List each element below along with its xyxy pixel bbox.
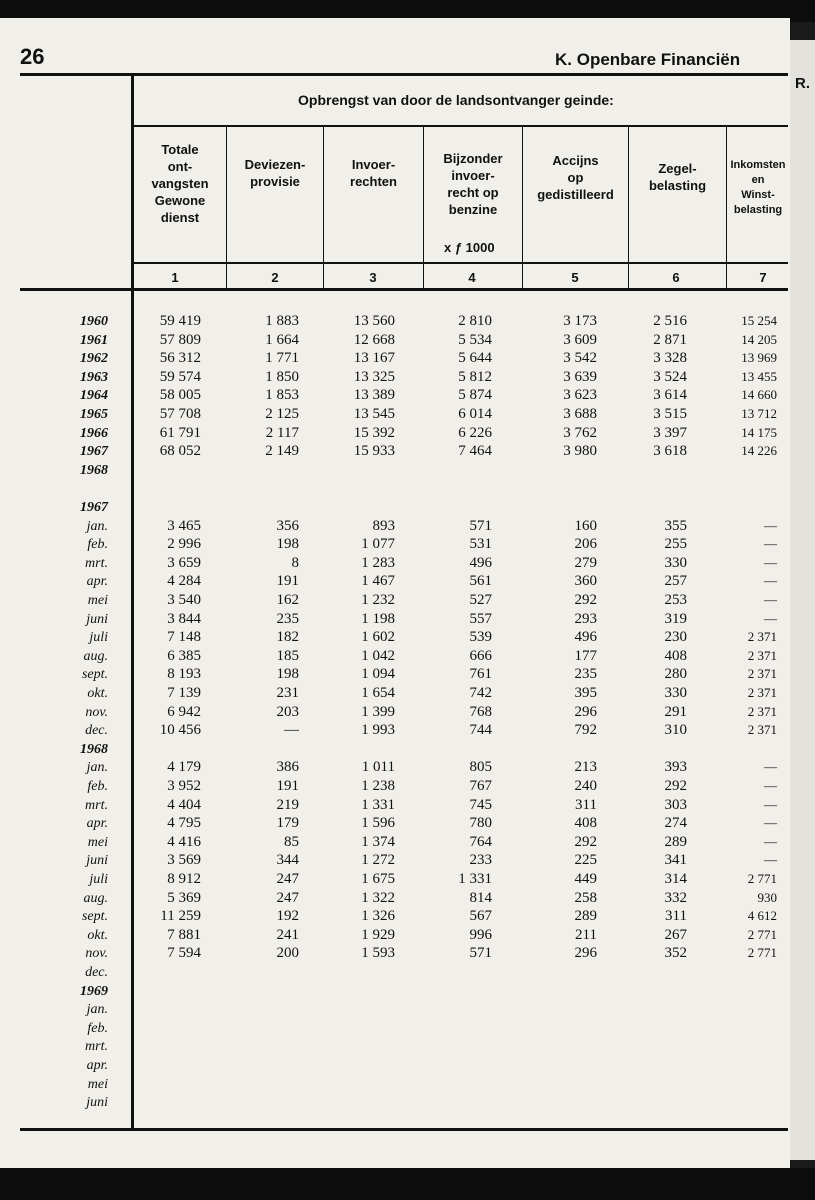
table-cell: 59 574 [159, 368, 201, 385]
table-cell: 1 331 [361, 796, 395, 813]
table-cell: 198 [276, 666, 299, 683]
table-cell: 267 [664, 926, 687, 943]
column-header-6: Zegel- belasting [648, 161, 707, 193]
top-rule [20, 73, 788, 76]
table-cell: 5 812 [458, 368, 492, 385]
table-cell: 1 399 [361, 703, 395, 720]
row-label: feb. [87, 779, 108, 794]
row-label: aug. [83, 648, 108, 664]
table-cell: 893 [372, 517, 395, 534]
bottom-rule [20, 1128, 788, 1131]
column-header-7: Inkomsten en Winst- belasting [730, 159, 786, 216]
page-number: 26 [20, 44, 45, 69]
table-cell: 311 [575, 796, 597, 813]
row-label: mei [87, 1076, 108, 1092]
row-label: 1968 [80, 462, 108, 478]
table-cell: 10 456 [159, 722, 201, 739]
table-cell: 1 771 [265, 350, 299, 367]
colnum-rule [20, 288, 788, 291]
table-cell: 3 614 [653, 387, 687, 404]
table-cell: 2 371 [747, 629, 777, 645]
row-label: nov. [85, 704, 108, 720]
table-cell: 1 929 [361, 926, 395, 943]
table-cell: 330 [664, 554, 687, 571]
table-cell: 14 226 [741, 443, 777, 459]
table-cell: 3 569 [167, 852, 201, 869]
table-cell: 3 623 [563, 387, 597, 404]
table-cell: 5 369 [167, 889, 201, 906]
table-cell: 253 [664, 592, 687, 608]
row-label: 1965 [80, 407, 108, 422]
table-cell: 13 545 [353, 406, 395, 422]
row-label: 1967 [80, 444, 108, 460]
row-label: mrt. [85, 555, 108, 571]
table-cell: 3 542 [563, 350, 597, 367]
table-cell: 85 [284, 833, 299, 850]
table-cell: 200 [276, 945, 299, 962]
table-cell: 1 883 [265, 313, 299, 329]
table-cell: 571 [469, 945, 492, 962]
table-cell: 996 [469, 926, 492, 943]
table-cell: 1 331 [458, 871, 492, 887]
row-label: aug. [83, 890, 108, 906]
table-cell: 257 [664, 573, 687, 590]
table-cell: 311 [665, 908, 687, 925]
row-label: jan. [86, 518, 108, 534]
table-cell: 310 [664, 722, 687, 739]
table-cell: 666 [469, 647, 492, 664]
row-label: jan. [86, 760, 108, 776]
table-cell: 3 328 [653, 350, 687, 367]
table-cell: 1 283 [361, 554, 395, 571]
table-cell: 764 [469, 833, 492, 850]
table-cell: 292 [574, 833, 597, 850]
table-cell: 1 042 [361, 647, 395, 664]
table-cell: 3 173 [563, 313, 597, 329]
table-cell: 4 179 [167, 759, 201, 776]
row-label: juni [86, 611, 108, 627]
table-cell: 231 [276, 685, 299, 701]
row-label: juni [86, 853, 108, 869]
table-cell: 571 [469, 517, 492, 534]
table-cell: 2 516 [653, 313, 687, 329]
table-cell: 219 [276, 796, 299, 813]
table-cell: 296 [574, 703, 597, 720]
table-cell: 395 [574, 685, 597, 701]
table-cell: 255 [664, 536, 687, 553]
table-cell: 1 602 [361, 629, 395, 646]
table-cell: 314 [664, 871, 687, 887]
column-header-1: Totale ont- vangsten Gewone dienst [151, 142, 209, 225]
row-label: mrt. [85, 1039, 108, 1055]
column-number-2: 2 [271, 270, 279, 285]
table-cell: 539 [469, 629, 492, 646]
table-cell: 2 771 [747, 926, 777, 942]
table-cell: 225 [574, 852, 597, 869]
table-cell: 393 [664, 759, 687, 776]
table-cell: 15 254 [741, 313, 777, 328]
table-cell: 1 374 [361, 833, 395, 850]
table-cell: 279 [574, 554, 597, 571]
table-cell: 386 [276, 759, 299, 776]
table-cell: 14 205 [741, 331, 777, 347]
table-cell: — [764, 592, 777, 607]
table-cell: 449 [574, 871, 597, 887]
row-label: 1962 [80, 351, 108, 367]
facing-page-edge [790, 40, 815, 1160]
table-cell: 3 540 [167, 592, 201, 608]
table-cell: — [764, 610, 777, 626]
table-cell: 177 [574, 647, 597, 664]
row-label: juli [89, 872, 108, 887]
table-cell: 557 [469, 610, 492, 627]
table-cell: 5 534 [458, 331, 492, 348]
table-cell: 289 [574, 908, 597, 925]
table-cell: 58 005 [159, 387, 201, 404]
table-cell: 352 [664, 945, 687, 962]
table-cell: 3 639 [563, 368, 597, 385]
table-cell: 2 771 [747, 945, 777, 961]
table-cell: 531 [469, 536, 492, 553]
table-cell: 930 [757, 889, 777, 905]
table-cell: 2 125 [265, 406, 299, 422]
table-cell: 240 [574, 778, 597, 794]
table-cell: 162 [276, 592, 299, 608]
table-cell: 1 326 [361, 908, 395, 925]
table-cell: — [764, 778, 777, 793]
table-cell: 59 419 [159, 313, 201, 329]
table-cell: 761 [469, 666, 492, 683]
table-cell: 179 [276, 815, 299, 832]
table-cell: 330 [664, 685, 687, 701]
row-label: jan. [86, 1002, 108, 1018]
table-cell: 274 [664, 815, 687, 832]
table-cell: — [764, 815, 777, 831]
column-header-3: Invoer- rechten [350, 157, 397, 189]
table-cell: 213 [574, 759, 597, 776]
table-cell: 211 [575, 926, 597, 943]
table-cell: 4 795 [167, 815, 201, 832]
table-cell: 1 232 [361, 592, 395, 608]
table-cell: 13 167 [353, 350, 395, 367]
table-cell: — [764, 536, 777, 552]
table-cell: 8 193 [167, 666, 201, 683]
table-cell: 567 [469, 908, 492, 925]
column-number-5: 5 [571, 270, 579, 285]
table-cell: 303 [664, 796, 687, 813]
table-cell: — [764, 759, 777, 775]
table-cell: 296 [574, 945, 597, 962]
table-cell: — [764, 517, 777, 533]
row-label: apr. [86, 1058, 108, 1073]
table-cell: 745 [469, 796, 492, 813]
table-cell: 1 850 [265, 368, 299, 385]
table-cell: 182 [276, 629, 299, 646]
table-cell: 2 371 [747, 685, 777, 700]
table-cell: 3 515 [653, 406, 687, 422]
table-cell: 1 077 [361, 536, 395, 553]
table-cell: 235 [276, 610, 299, 627]
table-cell: 767 [469, 778, 492, 794]
table-cell: 6 942 [167, 703, 201, 720]
row-label: 1966 [80, 425, 108, 441]
row-label: feb. [87, 1020, 108, 1036]
table-cell: 814 [469, 889, 492, 906]
table-cell: 4 404 [167, 796, 201, 813]
table-cell: 341 [664, 852, 687, 869]
table-cell: 6 226 [458, 424, 492, 441]
table-cell: 160 [574, 517, 597, 534]
table-cell: 408 [664, 647, 687, 664]
table-cell: 11 259 [160, 908, 201, 925]
table-cell: 247 [276, 889, 299, 906]
table-cell: 3 659 [167, 554, 201, 571]
column-header-4: Bijzonder invoer- recht op benzine [443, 151, 503, 217]
col-divider-3 [423, 125, 424, 290]
table-cell: 7 148 [167, 629, 201, 646]
section-title: K. Openbare Financiën [555, 50, 741, 69]
table-cell: 1 094 [361, 666, 395, 683]
table-superheader: Opbrengst van door de landsontvanger geinde: [298, 92, 614, 108]
table-cell: 561 [469, 573, 492, 590]
table-cell: 2 371 [747, 666, 777, 682]
column-number-7: 7 [759, 270, 767, 285]
row-label: mei [87, 834, 108, 850]
row-label: dec. [85, 965, 108, 980]
unit-label: x ƒ 1000 [444, 240, 495, 255]
row-label: okt. [87, 927, 108, 943]
table-cell: 233 [469, 852, 492, 869]
column-number-6: 6 [672, 270, 680, 285]
table-cell: 13 560 [353, 313, 395, 329]
table-cell: — [764, 554, 777, 570]
table-cell: 496 [469, 554, 492, 571]
table-cell: 1 654 [361, 685, 395, 701]
column-number-3: 3 [369, 270, 377, 285]
row-label: okt. [87, 686, 108, 701]
table-cell: 57 708 [159, 406, 201, 422]
row-label: dec. [85, 723, 108, 739]
table-cell: 13 712 [741, 406, 777, 421]
table-cell: 5 874 [458, 387, 492, 404]
col-divider-6 [726, 125, 727, 290]
table-cell: 235 [574, 666, 597, 683]
row-label: 1969 [80, 983, 108, 999]
table-cell: 191 [276, 573, 299, 590]
table-cell: 56 312 [159, 350, 201, 367]
table-cell: 8 [291, 554, 299, 571]
table-cell: 1 238 [361, 778, 395, 794]
row-label: feb. [87, 537, 108, 553]
table-cell: 13 455 [741, 368, 777, 384]
table-cell: 5 644 [458, 350, 492, 367]
row-label: apr. [86, 816, 108, 832]
table-cell: 2 771 [747, 871, 777, 886]
row-label: mei [87, 593, 108, 608]
table-cell: 12 668 [353, 331, 395, 348]
table-cell: 203 [276, 703, 299, 720]
table-cell: 247 [276, 871, 299, 887]
table-cell: 57 809 [159, 331, 201, 348]
table-cell: 292 [664, 778, 687, 794]
table-cell: 1 272 [361, 852, 395, 869]
row-label: nov. [85, 946, 108, 962]
row-label: 1963 [80, 369, 108, 385]
table-cell: 3 844 [167, 610, 201, 627]
table-cell: 3 609 [563, 331, 597, 348]
table-cell: 344 [276, 852, 299, 869]
table-cell: 3 524 [653, 368, 687, 385]
row-label: 1960 [80, 314, 108, 329]
table-cell: 496 [574, 629, 597, 646]
table-cell: 3 618 [653, 443, 687, 460]
column-number-4: 4 [468, 270, 476, 285]
table-cell: 780 [469, 815, 492, 832]
table-cell: 4 416 [167, 833, 201, 850]
table-cell: 792 [574, 722, 597, 739]
table-cell: 356 [276, 517, 299, 534]
table-cell: 4 284 [167, 573, 201, 590]
col-divider-1 [226, 125, 227, 290]
table-cell: — [764, 573, 777, 589]
table-cell: 1 664 [265, 331, 299, 348]
table-cell: 742 [469, 685, 492, 701]
table-cell: 6 385 [167, 647, 201, 664]
column-header-5: Accijns op gedistilleerd [537, 153, 614, 202]
scan-bottom-border [0, 1168, 815, 1200]
row-label: 1961 [80, 332, 108, 348]
table-cell: — [284, 722, 299, 739]
table-cell: 408 [574, 815, 597, 832]
table-cell: 15 933 [353, 443, 395, 460]
table-cell: 191 [276, 778, 299, 794]
table-cell: 185 [276, 647, 299, 664]
table-cell: 2 996 [167, 536, 201, 553]
table-cell: 258 [574, 889, 597, 906]
table-cell: 8 912 [167, 871, 201, 887]
table-cell: 1 675 [361, 871, 395, 887]
table-cell: 1 198 [361, 610, 395, 627]
row-label: 1964 [80, 388, 108, 404]
table-cell: 15 392 [353, 424, 395, 441]
table-cell: 291 [664, 703, 687, 720]
table-cell: 1 596 [361, 815, 395, 832]
col-divider-2 [323, 125, 324, 290]
row-label: 1968 [80, 741, 108, 757]
table-cell: 68 052 [159, 443, 201, 460]
table-cell: 13 969 [741, 350, 777, 366]
table-cell: 292 [574, 592, 597, 608]
table-cell: 2 149 [265, 443, 299, 460]
table-cell: 768 [469, 703, 492, 720]
row-label: sept. [81, 909, 108, 925]
table-cell: 3 980 [563, 443, 597, 460]
table-cell: 2 117 [265, 424, 299, 441]
row-label: sept. [81, 667, 108, 683]
table-cell: 3 762 [563, 424, 597, 441]
col-divider-4 [522, 125, 523, 290]
table-cell: 527 [469, 592, 492, 608]
table-cell: — [764, 833, 777, 849]
table-cell: 61 791 [159, 424, 201, 441]
table-cell: 332 [664, 889, 687, 906]
table-cell: 1 011 [361, 759, 395, 776]
row-label: mrt. [85, 797, 108, 813]
table-cell: — [764, 852, 777, 868]
table-cell: 2 871 [653, 331, 687, 348]
table-cell: 14 175 [741, 424, 777, 440]
superheader-rule [133, 125, 788, 127]
table-cell: 3 465 [167, 517, 201, 534]
table-cell: 6 014 [458, 406, 492, 422]
table-cell: 14 660 [741, 387, 777, 403]
table-cell: 4 612 [747, 908, 777, 924]
table-cell: 13 389 [353, 387, 395, 404]
col-divider-5 [628, 125, 629, 290]
table-cell: 198 [276, 536, 299, 553]
table-cell: 360 [574, 573, 597, 590]
table-cell: 13 325 [353, 368, 395, 385]
table-cell: 7 881 [167, 926, 201, 943]
table-cell: 744 [469, 722, 492, 739]
table-cell: 1 993 [361, 722, 395, 739]
row-label: juli [89, 630, 108, 646]
table-cell: 805 [469, 759, 492, 776]
table-cell: 2 371 [747, 703, 777, 719]
table-cell: 2 810 [458, 313, 492, 329]
table-cell: 7 464 [458, 443, 492, 460]
facing-page-letter: R. [795, 75, 810, 92]
table-cell: 3 688 [563, 406, 597, 422]
row-label: juni [86, 1095, 108, 1111]
header-rule [133, 262, 788, 264]
column-number-1: 1 [171, 270, 179, 285]
table-cell: 7 139 [167, 685, 201, 701]
table-cell: 7 594 [167, 945, 201, 962]
table-cell: 1 593 [361, 945, 395, 962]
table-cell: 206 [574, 536, 597, 553]
table-cell: 2 371 [747, 647, 777, 663]
row-label: 1967 [80, 500, 108, 515]
table-cell: 1 853 [265, 387, 299, 404]
column-header-2: Deviezen- provisie [244, 157, 306, 189]
table-cell: 3 397 [653, 424, 687, 441]
table-cell: 2 371 [747, 722, 777, 738]
table-cell: 241 [276, 926, 299, 943]
table-cell: 355 [664, 517, 687, 534]
table-cell: 230 [664, 629, 687, 646]
row-label: apr. [86, 574, 108, 590]
table-cell: — [764, 796, 777, 812]
table-cell: 280 [664, 666, 687, 683]
table-cell: 293 [574, 610, 597, 627]
table-cell: 319 [664, 610, 687, 627]
table-cell: 192 [276, 908, 299, 925]
table-cell: 1 322 [361, 889, 395, 906]
table-cell: 289 [664, 833, 687, 850]
table-cell: 1 467 [361, 573, 395, 590]
table-cell: 3 952 [167, 778, 201, 794]
